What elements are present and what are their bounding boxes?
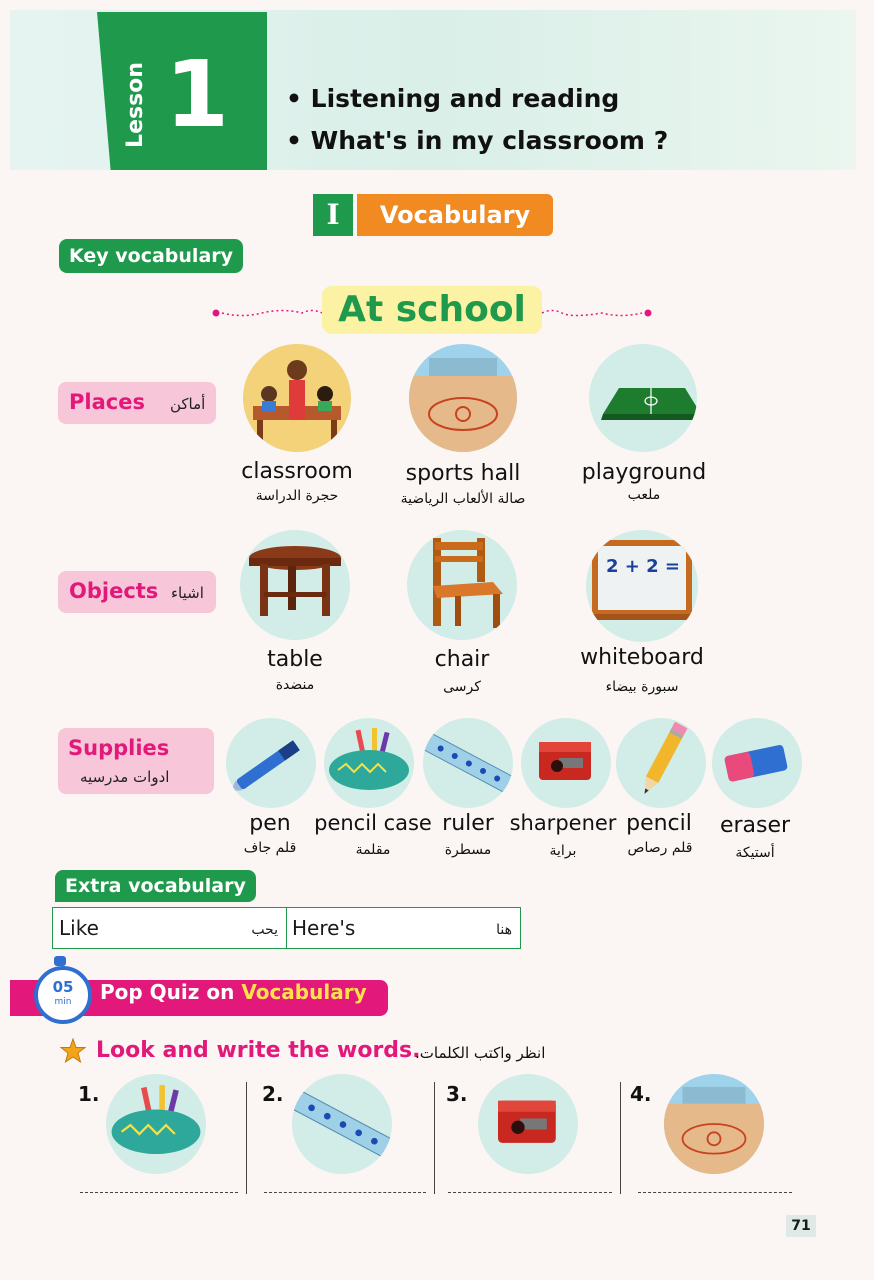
- pen-image: [226, 718, 316, 808]
- category-supplies-arabic: ادوات مدرسيه: [80, 768, 170, 786]
- whiteboard-sum: 2 + 2 =: [606, 556, 681, 577]
- stopwatch-button: [54, 956, 66, 966]
- category-places-arabic: أماكن: [170, 395, 206, 413]
- theme-title: At school: [322, 286, 542, 334]
- quiz-separator-1: [246, 1082, 247, 1194]
- word-playground: playground: [581, 460, 707, 485]
- quiz-image-sharpener: [478, 1074, 578, 1174]
- task-instruction: Look and write the words.: [96, 1038, 421, 1063]
- classroom-icon: [243, 344, 351, 452]
- word-sports-hall-arabic: صالة الألعاب الرياضية: [400, 491, 526, 507]
- section-number: I: [313, 194, 353, 236]
- answer-line-4[interactable]: [638, 1192, 792, 1193]
- extra-word-like: Like: [59, 916, 99, 940]
- quiz-separator-3: [620, 1082, 621, 1194]
- word-pen: pen: [249, 811, 291, 836]
- word-whiteboard: whiteboard: [580, 645, 704, 670]
- category-places: [58, 382, 216, 424]
- category-supplies-label: Supplies: [68, 736, 170, 760]
- sharpener-icon: [478, 1074, 578, 1174]
- word-sharpener: sharpener: [509, 811, 617, 835]
- word-playground-arabic: ملعب: [627, 487, 661, 503]
- playground-icon: [589, 344, 697, 452]
- pencil-case-image: [324, 718, 414, 808]
- extra-vocabulary-label: Extra vocabulary: [55, 870, 256, 902]
- classroom-image: [243, 344, 351, 452]
- extra-cell-like: [53, 908, 286, 948]
- pencil-icon: [616, 718, 706, 808]
- lesson-label: Lesson: [122, 62, 148, 148]
- ruler-icon: [292, 1074, 392, 1174]
- sharpener-image: [521, 718, 611, 808]
- quiz-image-sports-hall: [664, 1074, 764, 1174]
- word-ruler-arabic: مسطرة: [444, 842, 492, 858]
- word-whiteboard-arabic: سبورة بيضاء: [605, 679, 679, 695]
- pop-quiz-title-prefix: Pop Quiz on: [100, 980, 242, 1004]
- pencil-image: [616, 718, 706, 808]
- extra-word-heres: Here's: [292, 916, 356, 940]
- eraser-image: [712, 718, 802, 808]
- task-instruction-arabic: انظر واكتب الكلمات.: [415, 1044, 546, 1062]
- word-pencil-arabic: قلم رصاص: [627, 840, 693, 856]
- quiz-number-4: 4.: [630, 1082, 652, 1106]
- whiteboard-ledge: [590, 614, 694, 620]
- word-classroom-arabic: حجرة الدراسة: [255, 488, 339, 504]
- eraser-icon: [712, 718, 802, 808]
- key-vocabulary-label: Key vocabulary: [59, 239, 243, 273]
- word-sports-hall: sports hall: [405, 461, 521, 486]
- word-pencil-case-arabic: مقلمة: [355, 842, 391, 858]
- sharpener-icon: [521, 718, 611, 808]
- decorative-dots-right: [540, 306, 652, 320]
- category-objects-label: Objects: [69, 579, 159, 603]
- star-icon: [60, 1038, 86, 1064]
- quiz-number-2: 2.: [262, 1082, 284, 1106]
- pencil-case-icon: [106, 1074, 206, 1174]
- extra-word-like-arabic: يحب: [251, 922, 278, 938]
- extra-word-heres-arabic: هنا: [496, 922, 512, 938]
- stopwatch-minutes: 05: [52, 978, 74, 996]
- whiteboard-image: [586, 530, 698, 642]
- word-chair: chair: [434, 647, 490, 672]
- sports-hall-image: [409, 344, 517, 452]
- answer-line-3[interactable]: [448, 1192, 612, 1193]
- quiz-image-ruler: [292, 1074, 392, 1174]
- category-places-label: Places: [69, 390, 145, 414]
- playground-image: [589, 344, 697, 452]
- stopwatch-unit: min: [54, 997, 72, 1007]
- word-pen-arabic: قلم جاف: [243, 840, 297, 856]
- pen-icon: [226, 718, 316, 808]
- word-table-arabic: منضدة: [275, 677, 315, 693]
- sports-hall-icon: [409, 344, 517, 452]
- category-objects: [58, 571, 216, 613]
- page-number: 71: [786, 1215, 816, 1237]
- chair-image: [407, 530, 517, 640]
- category-supplies: [58, 728, 214, 794]
- ruler-image: [423, 718, 513, 808]
- quiz-number-3: 3.: [446, 1082, 468, 1106]
- word-eraser: eraser: [719, 813, 791, 838]
- word-pencil: pencil: [626, 811, 692, 836]
- extra-vocabulary-table: [52, 907, 521, 949]
- quiz-number-1: 1.: [78, 1082, 100, 1106]
- word-pencil-case: pencil case: [314, 811, 432, 835]
- quiz-separator-2: [434, 1082, 435, 1194]
- word-sharpener-arabic: براية: [549, 843, 577, 859]
- table-icon: [240, 530, 350, 640]
- section-title: Vocabulary: [357, 194, 553, 236]
- ruler-icon: [423, 718, 513, 808]
- pop-quiz-title: [100, 980, 367, 1016]
- chair-icon: [407, 530, 517, 640]
- word-table: table: [267, 647, 323, 672]
- quiz-image-pencil-case: [106, 1074, 206, 1174]
- pencil-case-icon: [324, 718, 414, 808]
- word-eraser-arabic: أستيكة: [735, 845, 775, 861]
- pop-quiz-title-highlight: Vocabulary: [241, 980, 367, 1004]
- word-ruler: ruler: [442, 811, 494, 836]
- lesson-objective-2: • What's in my classroom ?: [286, 126, 669, 155]
- lesson-objective-1: • Listening and reading: [286, 84, 620, 113]
- stopwatch-icon: [34, 966, 92, 1024]
- answer-line-1[interactable]: [80, 1192, 238, 1193]
- lesson-number: 1: [165, 41, 230, 148]
- extra-cell-heres: [286, 908, 520, 948]
- answer-line-2[interactable]: [264, 1192, 426, 1193]
- word-classroom: classroom: [241, 459, 353, 484]
- sports-hall-icon: [664, 1074, 764, 1174]
- category-objects-arabic: اشياء: [171, 584, 204, 602]
- decorative-dots-left: [212, 306, 324, 320]
- table-image: [240, 530, 350, 640]
- word-chair-arabic: كرسى: [443, 679, 481, 695]
